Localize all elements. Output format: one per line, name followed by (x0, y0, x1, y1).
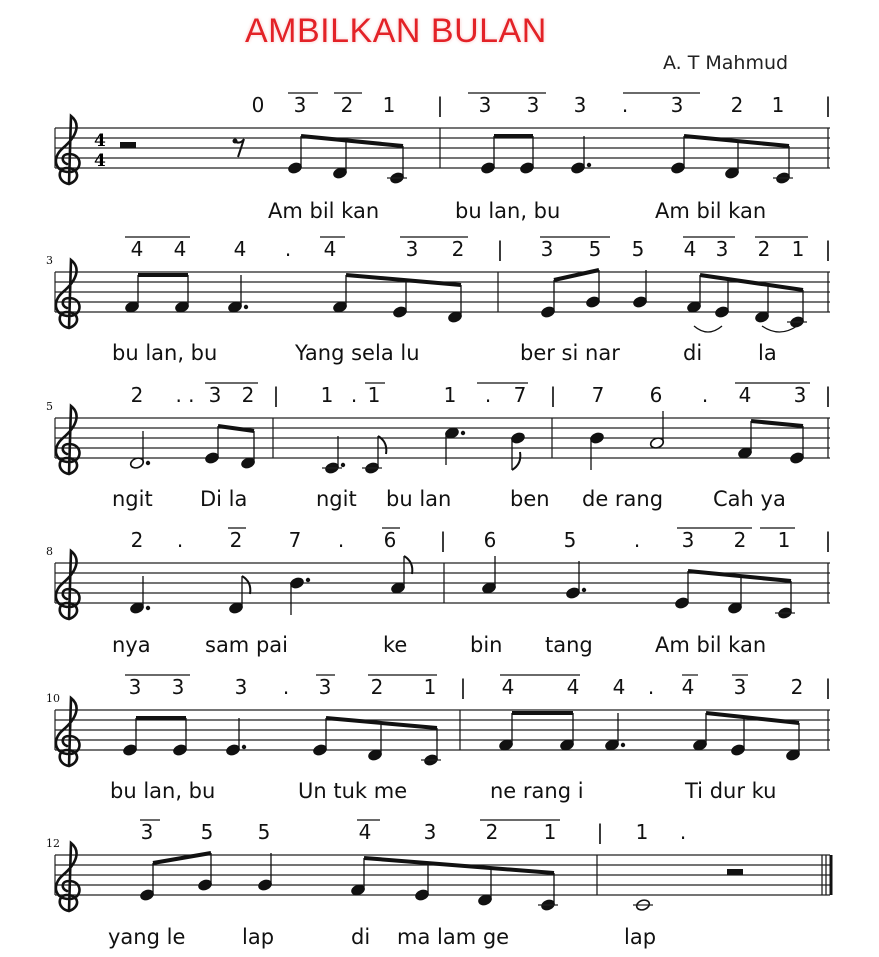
beam (218, 426, 254, 431)
note-flag (404, 556, 412, 574)
lyric-syllables: ngit (112, 487, 153, 511)
lyric-syllables: bu lan, bu (112, 341, 218, 365)
cipher-note: 5 (257, 820, 271, 844)
cipher-note: 6 (483, 528, 497, 552)
cipher-note: 0 (251, 93, 265, 117)
cipher-note: 3 (681, 528, 695, 552)
staff-system (46, 383, 831, 511)
lyric-syllables: yang le (108, 925, 186, 949)
cipher-note: 5 (563, 528, 577, 552)
staff-system (46, 237, 831, 365)
cipher-note: 2 (130, 383, 144, 407)
cipher-note: 2 (340, 93, 354, 117)
dot (582, 588, 586, 592)
cipher-note: . (284, 237, 292, 261)
cipher-barline: | (596, 820, 604, 844)
cipher-barline: | (459, 675, 467, 699)
cipher-note: . (337, 528, 345, 552)
cipher-barline: | (824, 237, 832, 261)
dot (146, 606, 150, 610)
eighth-rest-dot (233, 139, 238, 144)
cipher-note: 2 (451, 237, 465, 261)
cipher-note: 4 (358, 820, 372, 844)
half-rest (120, 142, 136, 148)
treble-clef-icon (56, 698, 80, 766)
cipher-note: 3 (573, 93, 587, 117)
bar-number: 10 (46, 692, 60, 705)
cipher-note: 4 (683, 237, 697, 261)
cipher-note: . (621, 93, 629, 117)
lyric-syllables: ma lam ge (397, 925, 510, 949)
lyric-syllables: ke (383, 633, 408, 657)
song-title: AMBILKAN BULAN (245, 12, 547, 50)
cipher-barline: | (272, 383, 280, 407)
lyric-syllables: Cah ya (713, 487, 786, 511)
cipher-note: 2 (229, 528, 243, 552)
cipher-note: 1 (777, 528, 791, 552)
note-flag (512, 452, 520, 470)
cipher-note: 4 (130, 237, 144, 261)
lyric-syllables: ben (510, 487, 550, 511)
treble-clef-icon (56, 843, 80, 911)
cipher-note: 1 (382, 93, 396, 117)
cipher-note: 7 (591, 383, 605, 407)
lyric-syllables: lap (242, 925, 275, 949)
lyric-syllables: bu lan, bu (110, 779, 216, 803)
cipher-note: 6 (383, 528, 397, 552)
cipher-note: 3 (140, 820, 154, 844)
cipher-note: 5 (200, 820, 214, 844)
cipher-note: . (176, 528, 184, 552)
lyric-syllables: de rang (582, 487, 664, 511)
cipher-barline: | (496, 237, 504, 261)
cipher-note: 3 (208, 383, 222, 407)
cipher-barline: | (824, 383, 832, 407)
cipher-note: 1 (443, 383, 457, 407)
cipher-note: 4 (173, 237, 187, 261)
lyric-syllables: Yang sela lu (295, 341, 420, 365)
lyric-syllables: ne rang i (490, 779, 584, 803)
cipher-note: 3 (733, 675, 747, 699)
lyric-syllables: di (351, 925, 371, 949)
lyric-syllables: bu lan (386, 487, 452, 511)
time-signature-bottom: 4 (94, 151, 106, 171)
dot (242, 745, 246, 749)
lyric-syllables: tang (545, 633, 593, 657)
beam (751, 421, 803, 426)
dot (341, 463, 345, 467)
bar-number: 8 (46, 545, 53, 558)
lyric-syllables: Un tuk me (298, 779, 408, 803)
staff-system (55, 93, 831, 223)
bar-number: 12 (46, 837, 60, 850)
cipher-note: 2 (757, 237, 771, 261)
cipher-note: 5 (631, 237, 645, 261)
note-flag (378, 436, 386, 454)
beam (706, 713, 799, 723)
cipher-note: 4 (501, 675, 515, 699)
time-signature-top: 4 (94, 131, 106, 151)
lyric-syllables: ngit (316, 487, 357, 511)
lyric-syllables: lap (624, 925, 657, 949)
cipher-note: 2 (370, 675, 384, 699)
bar-number: 5 (46, 400, 53, 413)
cipher-note: 7 (513, 383, 527, 407)
cipher-note: 2 (485, 820, 499, 844)
cipher-note: 2 (790, 675, 804, 699)
staff-system (46, 675, 831, 803)
cipher-barline: | (824, 528, 832, 552)
half-rest (727, 869, 743, 875)
cipher-note: 3 (171, 675, 185, 699)
dot (587, 163, 591, 167)
lyric-syllables: ber si nar (520, 341, 620, 365)
cipher-note: . (647, 675, 655, 699)
cipher-note: 3 (293, 93, 307, 117)
cipher-note: 3 (478, 93, 492, 117)
cipher-note: 3 (715, 237, 729, 261)
treble-clef-icon (56, 551, 80, 619)
cipher-note: 4 (233, 237, 247, 261)
lyric-syllables: sam pai (205, 633, 288, 657)
cipher-note: . (484, 383, 492, 407)
cipher-note: 3 (540, 237, 554, 261)
cipher-note: 4 (566, 675, 580, 699)
dot (461, 431, 465, 435)
cipher-note: 5 (588, 237, 602, 261)
lyric-syllables: bu lan, bu (455, 199, 561, 223)
cipher-note: 3 (128, 675, 142, 699)
cipher-note: 2 (130, 528, 144, 552)
cipher-note: 3 (423, 820, 437, 844)
staff-system (46, 820, 831, 949)
cipher-barline: | (436, 93, 444, 117)
treble-clef-icon (56, 260, 80, 328)
composer-name: A. T Mahmud (663, 52, 789, 74)
cipher-note: 6 (649, 383, 663, 407)
cipher-note: . (633, 528, 641, 552)
cipher-note: . (282, 675, 290, 699)
treble-clef-icon (56, 116, 80, 184)
cipher-note: 1 (771, 93, 785, 117)
dot (621, 743, 625, 747)
lyric-syllables: la (758, 341, 777, 365)
cipher-note: 4 (612, 675, 626, 699)
cipher-note: 3 (234, 675, 248, 699)
cipher-note: 2 (241, 383, 255, 407)
cipher-note: 1 (320, 383, 334, 407)
beam (346, 275, 461, 285)
cipher-note: 1 (543, 820, 557, 844)
lyric-syllables: Am bil kan (655, 199, 767, 223)
cipher-note: 7 (288, 528, 302, 552)
cipher-note: . . (175, 383, 195, 407)
cipher-note: 4 (681, 675, 695, 699)
dot (244, 305, 248, 309)
cipher-barline: | (549, 383, 557, 407)
cipher-note: 1 (367, 383, 381, 407)
cipher-note: 3 (526, 93, 540, 117)
cipher-note: . (701, 383, 709, 407)
cipher-note: 3 (793, 383, 807, 407)
cipher-note: 1 (791, 237, 805, 261)
dot (146, 461, 150, 465)
cipher-barline: | (824, 93, 832, 117)
cipher-barline: | (824, 675, 832, 699)
cipher-note: . (350, 383, 358, 407)
lyric-syllables: di (683, 341, 703, 365)
cipher-note: 3 (318, 675, 332, 699)
cipher-note: 1 (635, 820, 649, 844)
note-flag (242, 576, 250, 594)
cipher-note: 1 (423, 675, 437, 699)
lyric-syllables: Di la (200, 487, 248, 511)
lyric-syllables: bin (470, 633, 503, 657)
lyric-syllables: Am bil kan (655, 633, 767, 657)
cipher-note: 2 (733, 528, 747, 552)
lyric-syllables: Ti dur ku (685, 779, 777, 803)
staff-system (46, 528, 831, 657)
dot (306, 578, 310, 582)
cipher-note: 2 (730, 93, 744, 117)
treble-clef-icon (56, 406, 80, 474)
lyric-syllables: Am bil kan (268, 199, 380, 223)
cipher-note: 3 (405, 237, 419, 261)
bar-number: 3 (46, 254, 53, 267)
slur (694, 326, 722, 332)
lyric-syllables: nya (112, 633, 151, 657)
cipher-note: 3 (670, 93, 684, 117)
cipher-note: . (679, 820, 687, 844)
cipher-note: 4 (738, 383, 752, 407)
cipher-barline: | (439, 528, 447, 552)
cipher-note: 4 (323, 237, 337, 261)
slur (762, 326, 797, 332)
